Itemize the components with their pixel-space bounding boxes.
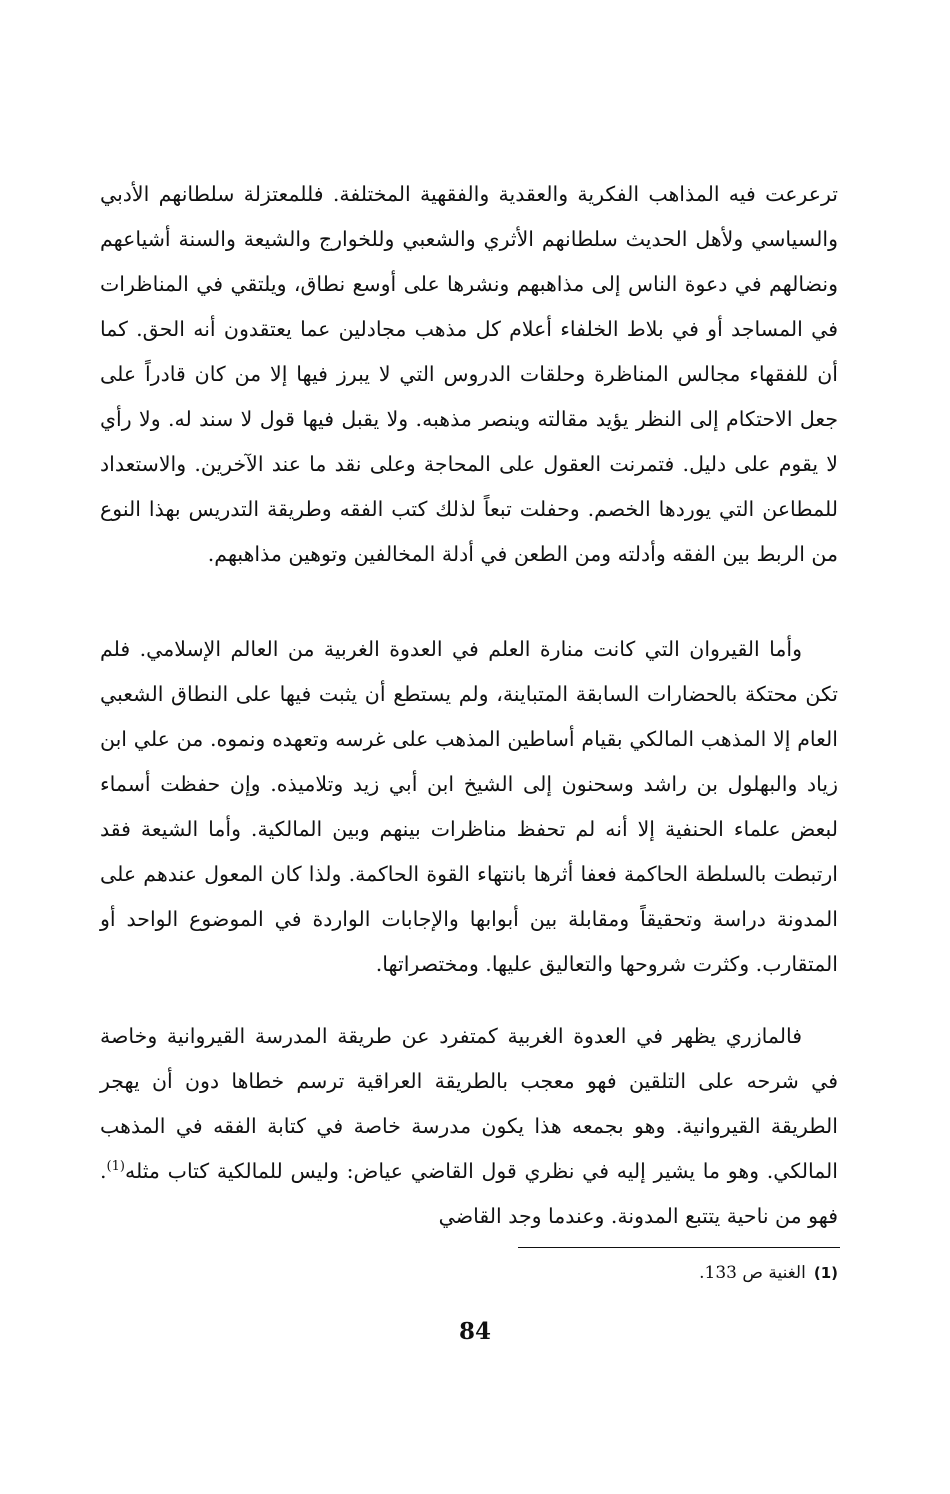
page-number: 84 — [458, 1318, 491, 1345]
body-paragraph-2: وأما القيروان التي كانت منارة العلم في العدوة الغربية من العالم الإسلامي. فلم تكن محتكة بالحضارات السابقة المتباينة، ولم يستطع أن يثبت فيها على النطاق الشعبي العام إلا المذهب المالكي بقيام أساطين المذهب على غرسه وتعهده ونموه. من علي ابن زياد والبهلول بن راشد وسحنون إلى الشيخ ابن أبي زيد وتلاميذه. وإن حفظت أسماء لبعض علماء الحنفية إلا أنه لم تحفظ مناظرات بينهم وبين المالكية. وأما الشيعة فقد ارتبطت بالسلطة الحاكمة فعفا أثرها بانتهاء القوة الحاكمة. ولذا كان المعول عندهم على المدونة دراسة وتحقيقاً ومقابلة بين أبوابها والإجابات الواردة في الموضوع الواحد أو المتقارب. وكثرت شروحها والتعاليق عليها. ومختصراتها. — [100, 637, 838, 976]
footnote-reference: (1) — [106, 1159, 125, 1175]
paragraph-3-text-after-note: . فهو من ناحية يتتبع المدونة. وعندما وجد القاضي — [100, 1159, 838, 1228]
footnote-text: الغنية ص 133. — [699, 1263, 806, 1283]
body-paragraph-1: ترعرعت فيه المذاهب الفكرية والعقدية والفقهية المختلفة. فللمعتزلة سلطانهم الأدبي والسياسي ولأهل الحديث سلطانهم الأثري والشعبي وللخوارج والشيعة والسنة أشياعهم ونضالهم في دعوة الناس إلى مذاهبهم ونشرها على أوسع نطاق، ويلتقي في المناظرات في المساجد أو في بلاط الخلفاء أعلام كل مذهب مجادلين عما يعتقدون أنه الحق. كما أن للفقهاء مجالس المناظرة وحلقات الدروس التي لا يبرز فيها إلا من كان قادراً على جعل الاحتكام إلى النظر يؤيد مقالته وينصر مذهبه. ولا يقبل فيها قول لا سند له. ولا رأي لا يقوم على دليل. فتمرنت العقول على المحاجة وعلى نقد ما عند الآخرين. والاستعداد للمطاعن التي يوردها الخصم. وحفلت تبعاً لذلك كتب الفقه وطريقة التدريس بهذا النوع من الربط بين الفقه وأدلته ومن الطعن في أدلة المخالفين وتوهين مذاهبهم. — [100, 182, 838, 566]
footnote — [699, 1260, 838, 1286]
body-paragraph-3 — [100, 1014, 838, 1239]
paragraph-3-text-before-note: فالمازري يظهر في العدوة الغربية كمتفرد عن طريقة المدرسة القيروانية وخاصة في شرحه على التلقين فهو معجب بالطريقة العراقية ترسم خطاها دون أن يهجر الطريقة القيروانية. وهو بجمعه هذا يكون مدرسة خاصة في كتابة الفقه في المذهب المالكي. وهو ما يشير إليه في نظري قول القاضي عياض: وليس للمالكية كتاب مثله — [100, 1024, 838, 1183]
footnote-divider — [518, 1247, 840, 1248]
footnote-marker: (1) — [813, 1264, 838, 1282]
